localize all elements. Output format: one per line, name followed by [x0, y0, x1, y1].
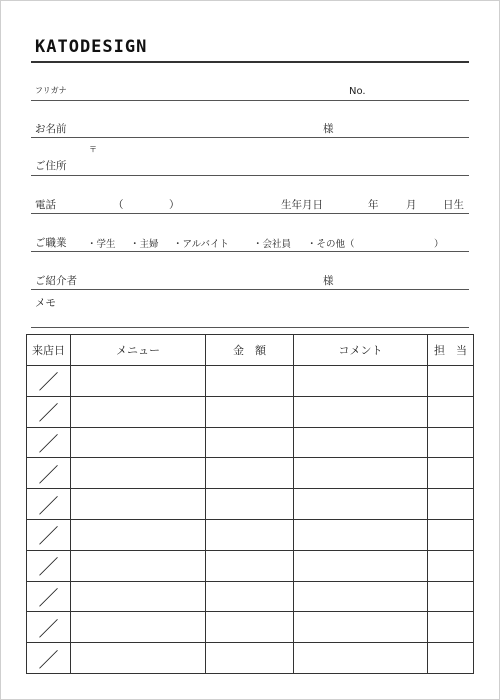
visit-date-cell[interactable]: ／: [27, 643, 71, 674]
menu-cell[interactable]: [71, 489, 206, 520]
menu-cell[interactable]: [71, 612, 206, 643]
occupation-label: ご職業: [35, 237, 67, 249]
birth-day-label: 日生: [443, 199, 464, 211]
staff-cell[interactable]: [428, 396, 474, 427]
visit-date-cell[interactable]: ／: [27, 581, 71, 612]
occupation-option-other[interactable]: ・その他（: [307, 239, 355, 250]
comment-cell[interactable]: [294, 427, 428, 458]
header-rule: [31, 61, 469, 63]
visit-date-cell[interactable]: ／: [27, 396, 71, 427]
table-row: [27, 366, 474, 397]
table-row: [27, 612, 474, 643]
comment-cell[interactable]: [294, 581, 428, 612]
visit-date-cell[interactable]: ／: [27, 550, 71, 581]
occupation-field-line: [31, 251, 469, 252]
comment-cell[interactable]: [294, 489, 428, 520]
birth-year-label: 年: [368, 199, 379, 211]
referrer-label: ご紹介者: [35, 275, 77, 287]
occupation-option-student[interactable]: ・学生: [87, 239, 116, 250]
brand-logo: KATODESIGN: [35, 37, 148, 57]
birth-label: 生年月日: [281, 199, 323, 211]
occupation-option-parttime[interactable]: ・アルバイト: [173, 239, 229, 250]
referrer-sama-label: 様: [323, 275, 334, 287]
amount-cell[interactable]: [206, 427, 294, 458]
occupation-option-employee[interactable]: ・会社員: [253, 239, 292, 250]
table-row: [27, 396, 474, 427]
amount-cell[interactable]: [206, 366, 294, 397]
phone-paren-open: （: [113, 199, 124, 211]
comment-cell[interactable]: [294, 366, 428, 397]
amount-cell[interactable]: [206, 612, 294, 643]
menu-cell[interactable]: [71, 458, 206, 489]
staff-cell[interactable]: [428, 519, 474, 550]
table-row: [27, 489, 474, 520]
visit-date-cell[interactable]: ／: [27, 427, 71, 458]
name-field-line[interactable]: [31, 137, 469, 138]
comment-cell[interactable]: [294, 643, 428, 674]
comment-cell[interactable]: [294, 396, 428, 427]
name-label: お名前: [35, 123, 67, 135]
comment-cell[interactable]: [294, 550, 428, 581]
staff-header: 担 当: [428, 335, 474, 366]
staff-cell[interactable]: [428, 427, 474, 458]
visit-date-cell[interactable]: ／: [27, 612, 71, 643]
no-label: No.: [349, 86, 366, 97]
visit-log-body: [27, 366, 474, 674]
amount-header: 金 額: [206, 335, 294, 366]
staff-cell[interactable]: [428, 458, 474, 489]
menu-cell[interactable]: [71, 519, 206, 550]
menu-cell[interactable]: [71, 396, 206, 427]
amount-cell[interactable]: [206, 519, 294, 550]
visit-date-cell[interactable]: ／: [27, 519, 71, 550]
visit-date-cell[interactable]: ／: [27, 489, 71, 520]
comment-header: コメント: [294, 335, 428, 366]
table-row: [27, 427, 474, 458]
furigana-line[interactable]: [31, 100, 469, 101]
staff-cell[interactable]: [428, 489, 474, 520]
amount-cell[interactable]: [206, 458, 294, 489]
amount-cell[interactable]: [206, 489, 294, 520]
amount-cell[interactable]: [206, 643, 294, 674]
referrer-field-line[interactable]: [31, 289, 469, 290]
visit-date-cell[interactable]: ／: [27, 458, 71, 489]
comment-cell[interactable]: [294, 612, 428, 643]
amount-cell[interactable]: [206, 581, 294, 612]
memo-label: メモ: [35, 297, 56, 309]
visit-date-header: 来店日: [27, 335, 71, 366]
table-row: [27, 458, 474, 489]
occupation-other-close: ）: [434, 239, 444, 250]
staff-cell[interactable]: [428, 550, 474, 581]
table-row: [27, 519, 474, 550]
staff-cell[interactable]: [428, 366, 474, 397]
menu-cell[interactable]: [71, 550, 206, 581]
staff-cell[interactable]: [428, 612, 474, 643]
phone-field-line[interactable]: [31, 213, 469, 214]
visit-log-table: [26, 334, 474, 674]
comment-cell[interactable]: [294, 519, 428, 550]
birth-month-label: 月: [406, 199, 417, 211]
memo-field-line[interactable]: [31, 327, 469, 328]
table-row: [27, 581, 474, 612]
amount-cell[interactable]: [206, 550, 294, 581]
menu-cell[interactable]: [71, 643, 206, 674]
occupation-option-housewife[interactable]: ・主婦: [130, 239, 159, 250]
address-field-line[interactable]: [31, 175, 469, 176]
phone-paren-close: ）: [169, 199, 180, 211]
menu-cell[interactable]: [71, 581, 206, 612]
phone-label: 電話: [35, 199, 56, 211]
table-row: [27, 643, 474, 674]
furigana-label: フリガナ: [35, 86, 67, 95]
postal-mark: 〒: [89, 145, 97, 154]
name-sama-label: 様: [323, 123, 334, 135]
menu-cell[interactable]: [71, 366, 206, 397]
comment-cell[interactable]: [294, 458, 428, 489]
address-label: ご住所: [35, 160, 67, 172]
menu-header: メニュー: [71, 335, 206, 366]
table-row: [27, 550, 474, 581]
amount-cell[interactable]: [206, 396, 294, 427]
visit-log-header-row: [27, 335, 474, 366]
staff-cell[interactable]: [428, 581, 474, 612]
staff-cell[interactable]: [428, 643, 474, 674]
visit-date-cell[interactable]: ／: [27, 366, 71, 397]
menu-cell[interactable]: [71, 427, 206, 458]
